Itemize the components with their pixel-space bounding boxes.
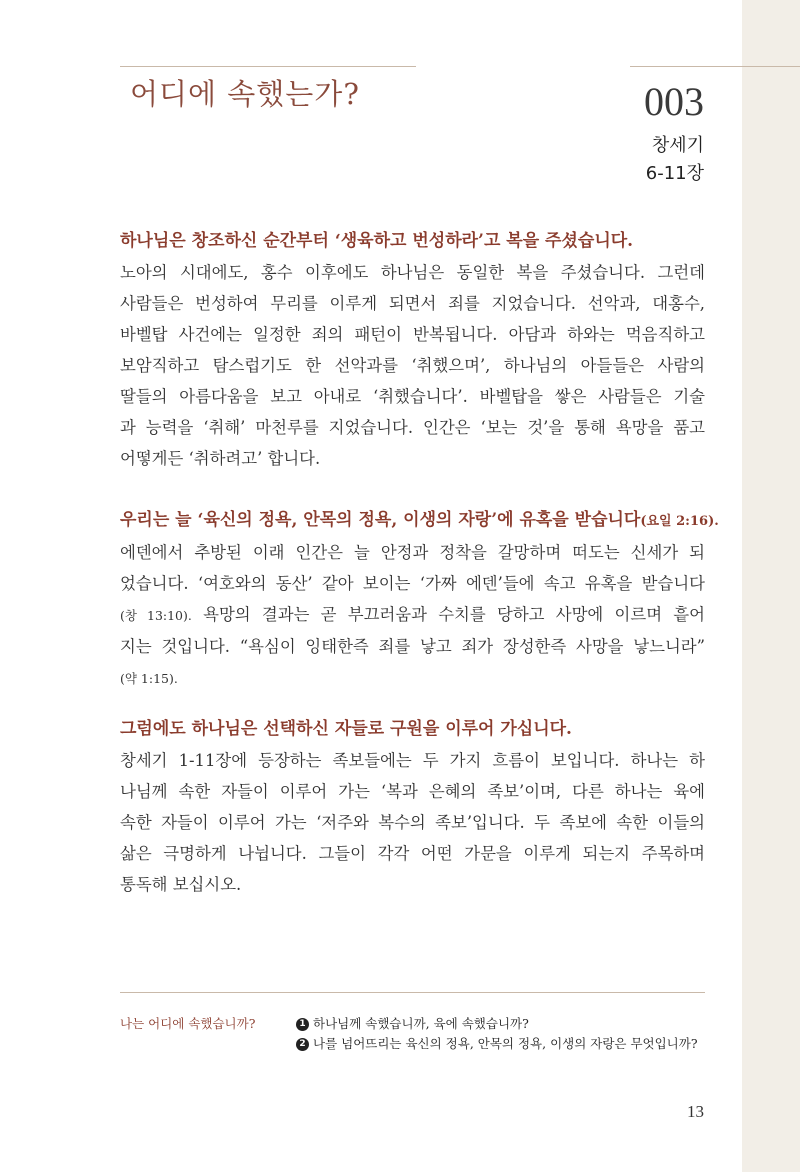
- book-name: 창세기: [651, 135, 704, 156]
- body-line: 통독해 보십시오.: [120, 875, 242, 894]
- body-line: 삶은 극명하게 나뉩니다. 그들이 각각 어떤 가문을 이루게 되는지 주목하며: [120, 844, 705, 863]
- header-rule-left: [120, 66, 416, 67]
- reflection-rule: [120, 992, 705, 993]
- question-item: [296, 1014, 726, 1034]
- body-line: 보암직하고 탐스럽기도 한 선악과를 ‘취했으며’, 하나님의 아들들은 사람의: [120, 356, 705, 375]
- section-heading-text: 우리는 늘 ‘육신의 정욕, 안목의 정욕, 이생의 자랑’에 유혹을 받습니다: [120, 510, 641, 530]
- body-line: 어떻게든 ‘취하려고’ 합니다.: [120, 449, 321, 468]
- section-heading: 하나님은 창조하신 순간부터 ‘생육하고 번성하라’고 복을 주셨습니다.: [120, 231, 634, 251]
- body-line: 속한 자들이 이루어 가는 ‘저주와 복수의 족보’입니다. 두 족보에 속한 이들의: [120, 813, 705, 832]
- body-text: 욕망의 결과는 곧 부끄러움과 수치를 당하고 사망에 이르며 흩어: [203, 605, 705, 624]
- body-line: 과 능력을 ‘취해’ 마천루를 지었습니다. 인간은 ‘보는 것’을 통해 욕망을 품고: [120, 418, 705, 437]
- side-margin-band: [742, 0, 800, 1172]
- question-number-badge: 2: [296, 1038, 309, 1051]
- scripture-reference: (창 13:10).: [120, 608, 192, 623]
- body-line: 사람들은 번성하여 무리를 이루게 되면서 죄를 지었습니다. 선악과, 대홍수,: [120, 294, 705, 313]
- question-text: 나를 넘어뜨리는 육신의 정욕, 안목의 정욕, 이생의 자랑은 무엇입니까?: [313, 1036, 698, 1051]
- body-line: [120, 662, 705, 694]
- body-line: 지는 것입니다. “욕심이 잉태한즉 죄를 낳고 죄가 장성한즉 사망을 낳느니라”: [120, 637, 705, 656]
- question-number-badge: 1: [296, 1018, 309, 1031]
- book-reference: [646, 132, 704, 188]
- body-line: 었습니다. ‘여호와의 동산’ 같아 보이는 ‘가짜 에덴’들에 속고 유혹을 받습니다: [120, 574, 705, 593]
- question-item: [296, 1034, 726, 1054]
- section-3: [120, 714, 705, 900]
- section-heading: [120, 505, 719, 537]
- reflection-questions: [296, 1014, 726, 1054]
- chapter-title: 어디에 속했는가?: [130, 77, 360, 111]
- reflection-label: 나는 어디에 속했습니까?: [120, 1016, 256, 1031]
- body-line: 바벨탑 사건에는 일정한 죄의 패턴이 반복됩니다. 아담과 하와는 먹음직하고: [120, 325, 705, 344]
- scripture-reference: (약 1:15).: [120, 671, 178, 686]
- body-line: [120, 599, 705, 631]
- header-rule-right: [630, 66, 800, 67]
- page-number: 13: [687, 1102, 704, 1121]
- body-line: 노아의 시대에도, 홍수 이후에도 하나님은 동일한 복을 주셨습니다. 그런데: [120, 263, 705, 282]
- body-line: 창세기 1-11장에 등장하는 족보들에는 두 가지 흐름이 보입니다. 하나는 하: [120, 751, 705, 770]
- body-line: 에덴에서 추방된 이래 인간은 늘 안정과 정착을 갈망하며 떠도는 신세가 되: [120, 543, 705, 562]
- day-number: 003: [644, 79, 704, 124]
- section-heading: 그럼에도 하나님은 선택하신 자들로 구원을 이루어 가십니다.: [120, 719, 572, 739]
- chapter-range: 6-11장: [645, 163, 704, 184]
- body-line: 딸들의 아름다움을 보고 아내로 ‘취했습니다’. 바벨탑을 쌓은 사람들은 기술: [120, 387, 705, 406]
- section-2: [120, 505, 719, 694]
- question-text: 하나님께 속했습니까, 육에 속했습니까?: [313, 1016, 529, 1031]
- scripture-reference: (요일 2:16).: [640, 514, 719, 529]
- section-1: [120, 226, 705, 474]
- body-line: 나님께 속한 자들이 이루어 가는 ‘복과 은혜의 족보’이며, 다른 하나는 육에: [120, 782, 705, 801]
